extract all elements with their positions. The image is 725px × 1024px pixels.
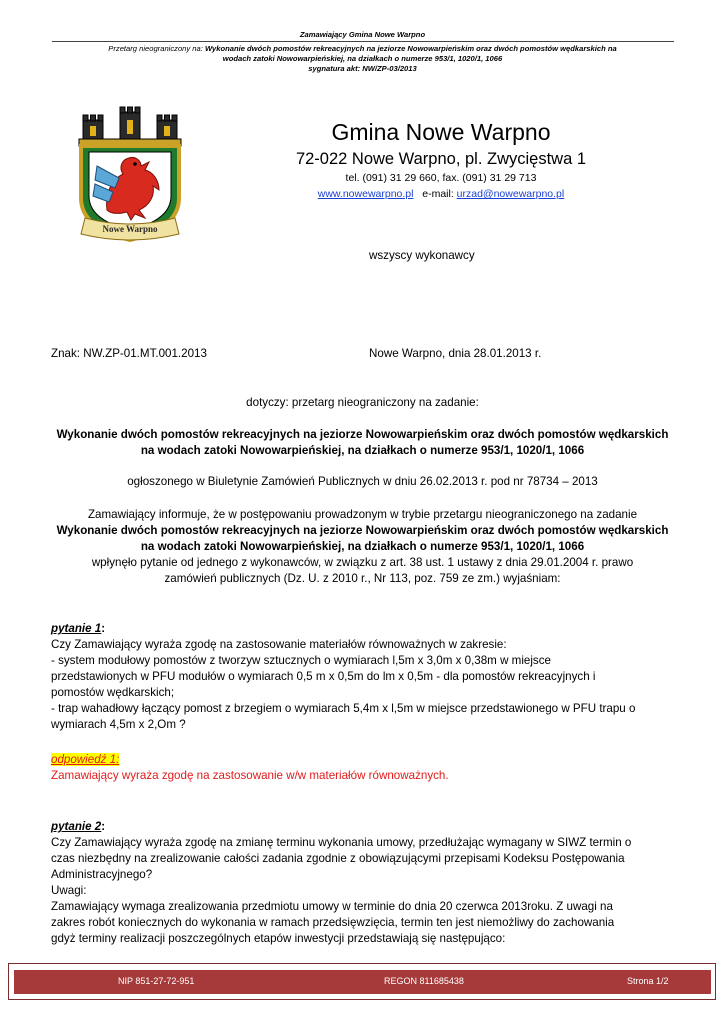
document-header-title: Zamawiający Gmina Nowe Warpno [299, 30, 426, 39]
notice-line1: Zamawiający informuje, że w postępowaniu prowadzonym w trybie przetargu nieograniczonego na zadanie [87, 508, 638, 521]
municipality-address: 72-022 Nowe Warpno, pl. Zwycięstwa 1 [295, 150, 587, 168]
notice-task-line1: Wykonanie dwóch pomostów rekreacyjnych na jeziorze Nowowarpieńskim oraz dwóch pomostów wędkarskich [56, 524, 669, 537]
notice-task-line2: na wodach zatoki Nowowarpieńskiej, na działkach o numerze 953/1, 1020/1, 1066 [140, 540, 585, 553]
question-2-line: Czy Zamawiający wyraża zgodę na zmianę terminu wykonania umowy, przedłużając wymagany w SIWZ termin o [51, 836, 632, 849]
municipality-web-contacts [286, 188, 596, 200]
question-2-line: czas niezbędny na zrealizowanie całości zadania zgodnie z obowiązującymi przepisami Kodeksu Postępowania [51, 852, 625, 865]
reference-sign: Znak: NW.ZP-01.MT.001.2013 [51, 347, 207, 360]
header-prefix: Przetarg nieograniczony na: [108, 44, 203, 53]
question-1-line: - trap wahadłowy łączący pomost z brzegiem o wymiarach 5,4m x l,5m w miejsce przedstawionego w PFU trapu o [51, 702, 636, 715]
question-2-heading: pytanie 2: [51, 820, 106, 833]
municipality-phone: tel. (091) 31 29 660, fax. (091) 31 29 713 [345, 172, 537, 184]
recipient: wszyscy wykonawcy [369, 249, 475, 262]
question-1-line: przedstawionych w PFU modułów o wymiarach 0,5 m x 0,5m do lm x 0,5m - dla pomostów rekreacyjnych i [51, 670, 596, 683]
question-1-line: wymiarach 4,5m x 2,Om ? [51, 718, 186, 731]
question-1-heading: pytanie 1: [51, 622, 106, 635]
document-header-subtitle [40, 44, 685, 74]
question-2-label: pytanie 2 [51, 820, 102, 833]
subject-title-line1: Wykonanie dwóch pomostów rekreacyjnych na jeziorze Nowowarpieńskim oraz dwóch pomostów wędkarskich [56, 428, 669, 441]
crest-banner-text: Nowe Warpno [102, 224, 158, 234]
footer-page-number: Strona 1/2 [627, 976, 669, 986]
answer-1-label: odpowiedź 1: [51, 753, 120, 766]
header-task-line1: Wykonanie dwóch pomostów rekreacyjnych na jeziorze Nowowarpieńskim oraz dwóch pomostów wędkarskich na [204, 44, 617, 53]
question-2-line: Administracyjnego? [51, 868, 153, 881]
question-1-line: pomostów wędkarskich; [51, 686, 175, 699]
header-signature: sygnatura akt: NW/ZP-03/2013 [308, 64, 417, 73]
website-link[interactable]: www.nowewarpno.pl [317, 188, 414, 200]
notice-line5: zamówień publicznych (Dz. U. z 2010 r., Nr 113, poz. 759 ze zm.) wyjaśniam: [164, 572, 561, 585]
email-label: e-mail: [422, 188, 454, 200]
question-1-label: pytanie 1 [51, 622, 102, 635]
subject-announcement: ogłoszonego w Biuletynie Zamówień Publicznych w dniu 26.02.2013 r. pod nr 78734 – 2013 [127, 475, 598, 488]
answer-1-heading [51, 752, 119, 768]
footer-nip: NIP 851-27-72-951 [118, 976, 195, 986]
question-2-line: zakres robót koniecznych do wykonania w ramach przedsięwzięcia, termin ten jest niemożliwy do zachowania [51, 916, 615, 929]
subject-title-line2: na wodach zatoki Nowowarpieńskiej, na działkach o numerze 953/1, 1020/1, 1066 [140, 444, 585, 457]
header-task-line2: wodach zatoki Nowowarpieńskiej, na działkach o numerze 953/1, 1020/1, 1066 [222, 54, 503, 63]
letter-date: Nowe Warpno, dnia 28.01.2013 r. [369, 347, 542, 360]
question-1-line: Czy Zamawiający wyraża zgodę na zastosowanie materiałów równoważnych w zakresie: [51, 638, 507, 651]
footer-regon: REGON 811685438 [384, 976, 464, 986]
email-link[interactable]: urzad@nowewarpno.pl [456, 188, 565, 200]
question-2-line: gdyż terminy realizacji poszczególnych etapów inwestycji przedstawiają się następująco: [51, 932, 506, 945]
question-1-line: - system modułowy pomostów z tworzyw sztucznych o wymiarach l,5m x 3,0m x 0,38m w miejsce [51, 654, 551, 667]
question-2-line: Uwagi: [51, 884, 87, 897]
question-2-line: Zamawiający wymaga zrealizowania przedmiotu umowy w terminie do dnia 20 czerwca 2013roku. Z uwagi na [51, 900, 613, 913]
subject-intro: dotyczy: przetarg nieograniczony na zadanie: [246, 396, 479, 409]
header-divider [52, 41, 674, 42]
notice-line4: wpłynęło pytanie od jednego z wykonawców, w związku z art. 38 ust. 1 ustawy z dnia 29.01.2004 r. prawo [91, 556, 634, 569]
municipality-name: Gmina Nowe Warpno [331, 119, 551, 145]
answer-1-text: Zamawiający wyraża zgodę na zastosowanie w/w materiałów równoważnych. [51, 769, 449, 782]
